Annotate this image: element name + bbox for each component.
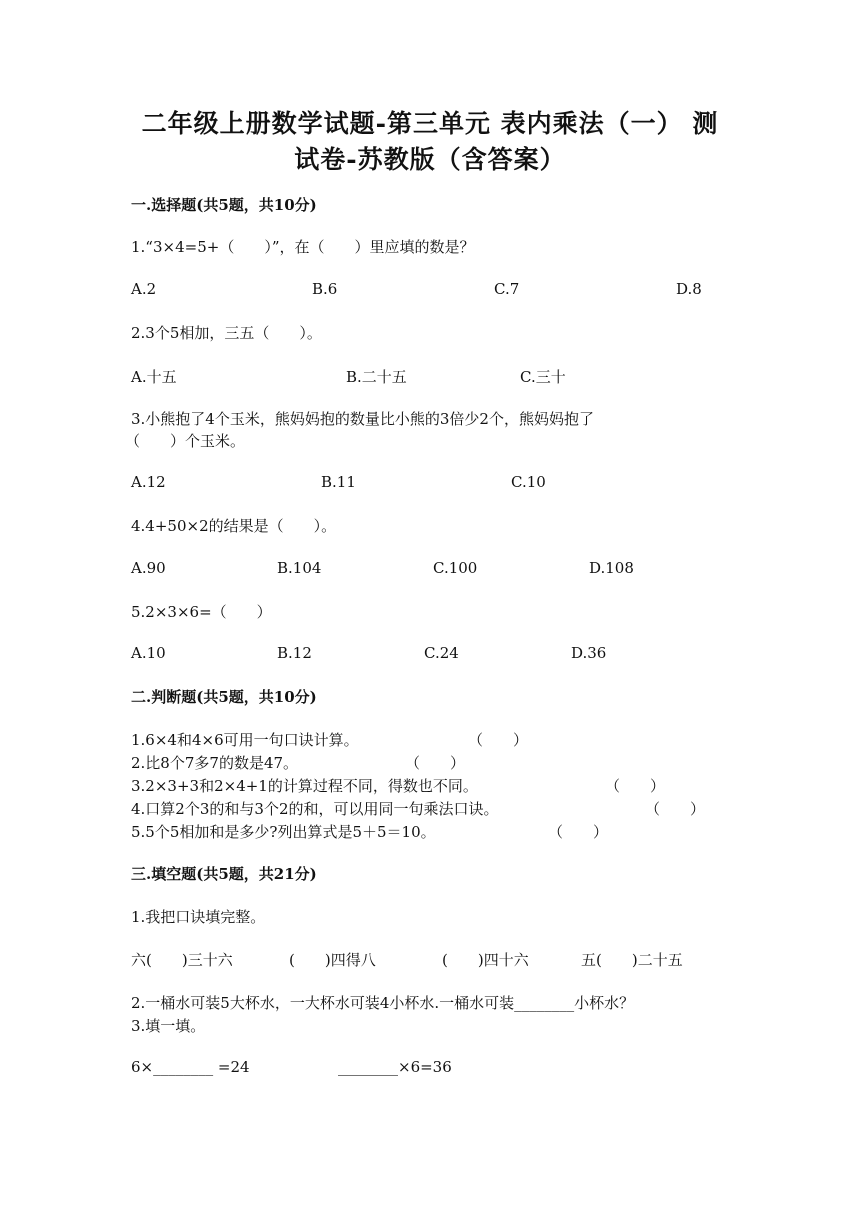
- fill-question-text: 3.填一填。: [131, 1017, 206, 1035]
- judge-item-text: 3.2×3+3和2×4+1的计算过程不同，得数也不同。: [131, 777, 478, 795]
- option-c: C.7: [494, 280, 520, 298]
- fill-blank-item: ( )四得八: [289, 951, 376, 969]
- fill-blank-item: 五( )二十五: [581, 951, 683, 969]
- option-d: D.108: [589, 559, 634, 577]
- fill-blank-item: ________×6=36: [338, 1058, 452, 1076]
- question-text: 1.“3×4=5+（ ）”，在（ ）里应填的数是？: [131, 238, 475, 256]
- option-d: D.8: [676, 280, 702, 298]
- title-line-1: 二年级上册数学试题-第三单元 表内乘法（一） 测: [141, 109, 719, 138]
- answer-paren: （ ）: [548, 823, 609, 841]
- section-heading-fill: 三.填空题(共5题，共21分): [131, 865, 317, 883]
- option-b: B.104: [277, 559, 322, 577]
- fill-question-text: 1.我把口诀填完整。: [131, 908, 266, 926]
- page-title: [100, 106, 760, 178]
- title-line-2: 试卷-苏教版（含答案）: [294, 145, 566, 174]
- section-heading-judge: 二.判断题(共5题，共10分): [131, 688, 317, 706]
- question-text-line-1: 3.小熊抱了4个玉米，熊妈妈抱的数量比小熊的3倍少2个，熊妈妈抱了: [131, 410, 594, 428]
- option-c: C.24: [424, 644, 459, 662]
- question-text: 5.2×3×6=（ ）: [131, 603, 272, 621]
- option-c: C.10: [511, 473, 546, 491]
- answer-paren: （ ）: [645, 800, 706, 818]
- option-d: D.36: [571, 644, 607, 662]
- answer-paren: （ ）: [468, 731, 529, 749]
- answer-paren: （ ）: [605, 777, 666, 795]
- option-b: B.12: [277, 644, 312, 662]
- question-text: 4.4+50×2的结果是（ ）。: [131, 517, 337, 535]
- fill-blank-item: 六( )三十六: [131, 951, 233, 969]
- option-a: A.10: [131, 644, 166, 662]
- option-c: C.100: [433, 559, 478, 577]
- fill-question-text: 2.一桶水可装5大杯水，一大杯水可装4小杯水.一桶水可装________小杯水？: [131, 994, 635, 1012]
- answer-paren: （ ）: [405, 754, 466, 772]
- section-heading-choice: 一.选择题(共5题，共10分): [131, 196, 317, 214]
- option-a: A.十五: [131, 368, 177, 386]
- fill-blank-item: 6×________ =24: [131, 1058, 250, 1076]
- option-b: B.6: [312, 280, 338, 298]
- question-text-line-2: （ ）个玉米。: [125, 432, 246, 450]
- judge-item-text: 2.比8个7多7的数是47。: [131, 754, 299, 772]
- option-a: A.12: [131, 473, 166, 491]
- option-b: B.11: [321, 473, 356, 491]
- judge-item-text: 5.5个5相加和是多少?列出算式是5＋5＝10。: [131, 823, 436, 841]
- judge-item-text: 1.6×4和4×6可用一句口诀计算。: [131, 731, 359, 749]
- option-b: B.二十五: [346, 368, 407, 386]
- option-c: C.三十: [520, 368, 566, 386]
- judge-item-text: 4.口算2个3的和与3个2的和，可以用同一句乘法口诀。: [131, 800, 499, 818]
- option-a: A.90: [131, 559, 166, 577]
- question-text: 2.3个5相加，三五（ ）。: [131, 324, 322, 342]
- fill-blank-item: ( )四十六: [442, 951, 529, 969]
- option-a: A.2: [131, 280, 157, 298]
